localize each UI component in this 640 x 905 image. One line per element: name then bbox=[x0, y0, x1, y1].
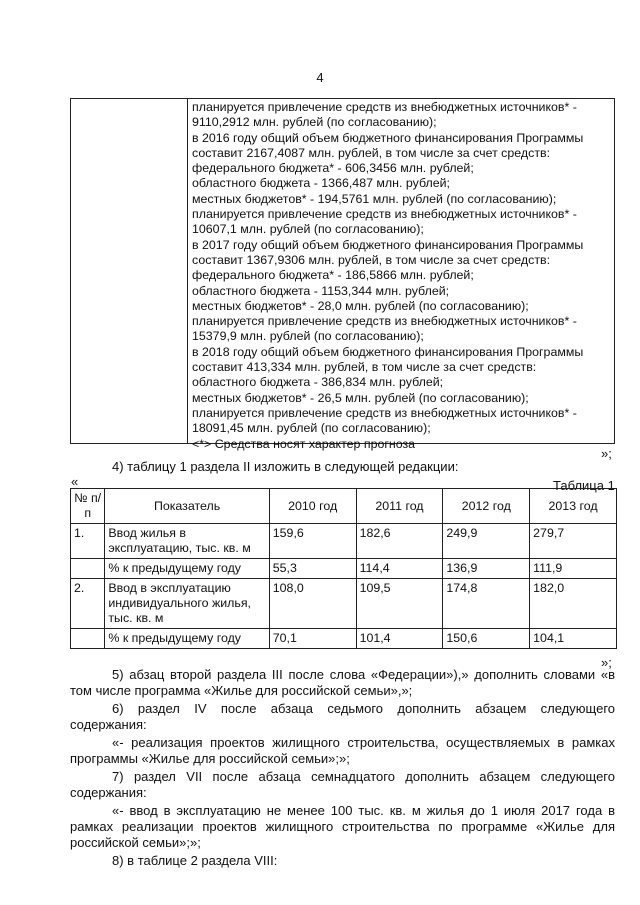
header-2011: 2011 год bbox=[356, 489, 443, 524]
financing-line: планируется привлечение средств из внебюджетных источников* - bbox=[192, 100, 577, 114]
financing-line: местных бюджетов* - 194,5761 млн. рублей (по согласованию); bbox=[192, 191, 557, 206]
financing-line: федерального бюджета* - 186,5866 млн. рублей; bbox=[192, 268, 474, 283]
row-indicator: Ввод в эксплуатацию индивидуального жилья, тыс. кв. м bbox=[105, 579, 269, 629]
row-value: 150,6 bbox=[443, 629, 530, 649]
table-1 bbox=[70, 488, 617, 649]
row-value: 136,9 bbox=[443, 559, 530, 579]
row-indicator: Ввод жилья в эксплуатацию, тыс. кв. м bbox=[105, 524, 269, 559]
row-indicator: % к предыдущему году bbox=[105, 559, 269, 579]
page-number: 4 bbox=[316, 70, 324, 85]
row-number bbox=[71, 559, 105, 579]
financing-line: составит 2167,4087 млн. рублей, в том числе за счет средств: bbox=[192, 145, 551, 160]
header-2010: 2010 год bbox=[269, 489, 356, 524]
financing-line: областного бюджета - 1153,344 млн. рублей; bbox=[192, 283, 450, 298]
table-row bbox=[71, 559, 617, 579]
item-7-line-1: 7) раздел VII после абзаца семнадцатого дополнить абзацем следующего bbox=[112, 769, 615, 784]
financing-line: планируется привлечение средств из внебюджетных источников* - bbox=[192, 207, 577, 222]
table-caption: Таблица 1 bbox=[553, 478, 615, 493]
quote-6-line-1: «- реализация проектов жилищного строительства, осуществляемых в рамках bbox=[112, 735, 615, 750]
passport-table-fragment bbox=[70, 98, 615, 451]
row-number: 1. bbox=[71, 524, 105, 559]
financing-line: планируется привлечение средств из внебюджетных источников* - bbox=[192, 314, 577, 329]
header-2013: 2013 год bbox=[530, 489, 617, 524]
financing-line: областного бюджета - 386,834 млн. рублей; bbox=[192, 375, 444, 390]
financing-line: областного бюджета - 1366,487 млн. рублей; bbox=[192, 176, 450, 191]
quote-7-line-2: рамках реализации проектов жилищного строительства по программе «Жилье для bbox=[70, 819, 615, 834]
item-8: 8) в таблице 2 раздела VIII: bbox=[112, 853, 278, 868]
row-number: 2. bbox=[71, 579, 105, 629]
financing-line: 10607,1 млн. рублей (по согласованию); bbox=[192, 222, 424, 237]
item-5-line-1: 5) абзац второй раздела III после слова «Федерации»),» дополнить словами «в bbox=[112, 667, 615, 682]
header-indicator: Показатель bbox=[105, 489, 269, 524]
header-number: № п/п bbox=[71, 489, 105, 524]
quote-6-line-2: программы «Жилье для российской семьи»;»; bbox=[70, 751, 350, 766]
item-5-line-2: том числе программа «Жилье для российской семьи»,»; bbox=[70, 683, 413, 698]
item-4: 4) таблицу 1 раздела II изложить в следующей редакции: bbox=[112, 459, 459, 474]
financing-line: составит 413,334 млн. рублей, в том числе за счет средств: bbox=[192, 360, 537, 375]
row-number bbox=[71, 629, 105, 649]
row-value: 249,9 bbox=[443, 524, 530, 559]
financing-line: 18091,45 млн. рублей (по согласованию); bbox=[192, 421, 431, 436]
row-value: 279,7 bbox=[530, 524, 617, 559]
opening-quote: « bbox=[71, 474, 79, 489]
quote-7-line-1: «- ввод в эксплуатацию не менее 100 тыс. кв. м жилья до 1 июля 2017 года в bbox=[112, 803, 615, 818]
closing-quote: »; bbox=[601, 446, 612, 461]
row-value: 174,8 bbox=[443, 579, 530, 629]
financing-line: 15379,9 млн. рублей (по согласованию); bbox=[192, 329, 424, 344]
row-value: 182,6 bbox=[356, 524, 443, 559]
financing-line: в 2016 году общий объем бюджетного финансирования Программы bbox=[192, 130, 584, 145]
row-indicator: % к предыдущему году bbox=[105, 629, 269, 649]
financing-line: местных бюджетов* - 26,5 млн. рублей (по согласованию); bbox=[192, 390, 529, 405]
table-row bbox=[71, 524, 617, 559]
row-value: 109,5 bbox=[356, 579, 443, 629]
row-value: 101,4 bbox=[356, 629, 443, 649]
financing-line: федерального бюджета* - 606,3456 млн. рублей; bbox=[192, 161, 474, 176]
closing-quote-2: »; bbox=[601, 655, 612, 670]
item-6-line-1: 6) раздел IV после абзаца седьмого дополнить абзацем следующего bbox=[112, 701, 615, 716]
row-value: 104,1 bbox=[530, 629, 617, 649]
table-row bbox=[71, 629, 617, 649]
header-2012: 2012 год bbox=[443, 489, 530, 524]
table-row bbox=[71, 579, 617, 629]
financing-line: 9110,2912 млн. рублей (по согласованию); bbox=[192, 115, 437, 130]
item-7-line-2: содержания: bbox=[70, 785, 147, 800]
item-6-line-2: содержания: bbox=[70, 717, 147, 732]
column-divider bbox=[187, 99, 188, 443]
financing-line: местных бюджетов* - 28,0 млн. рублей (по согласованию); bbox=[192, 298, 529, 313]
quote-7-line-3: российской семьи»;»; bbox=[70, 835, 201, 850]
row-value: 70,1 bbox=[269, 629, 356, 649]
row-value: 159,6 bbox=[269, 524, 356, 559]
row-value: 108,0 bbox=[269, 579, 356, 629]
financing-line: планируется привлечение средств из внебюджетных источников* - bbox=[192, 405, 577, 420]
row-value: 182,0 bbox=[530, 579, 617, 629]
row-value: 114,4 bbox=[356, 559, 443, 579]
financing-line: в 2018 году общий объем бюджетного финансирования Программы bbox=[192, 344, 584, 359]
financing-text bbox=[192, 100, 612, 452]
row-value: 55,3 bbox=[269, 559, 356, 579]
financing-line: составит 1367,9306 млн. рублей, в том числе за счет средств: bbox=[192, 252, 551, 267]
financing-line: <*> Средства носят характер прогноза bbox=[192, 436, 416, 451]
row-value: 111,9 bbox=[530, 559, 617, 579]
financing-line: в 2017 году общий объем бюджетного финансирования Программы bbox=[192, 237, 584, 252]
